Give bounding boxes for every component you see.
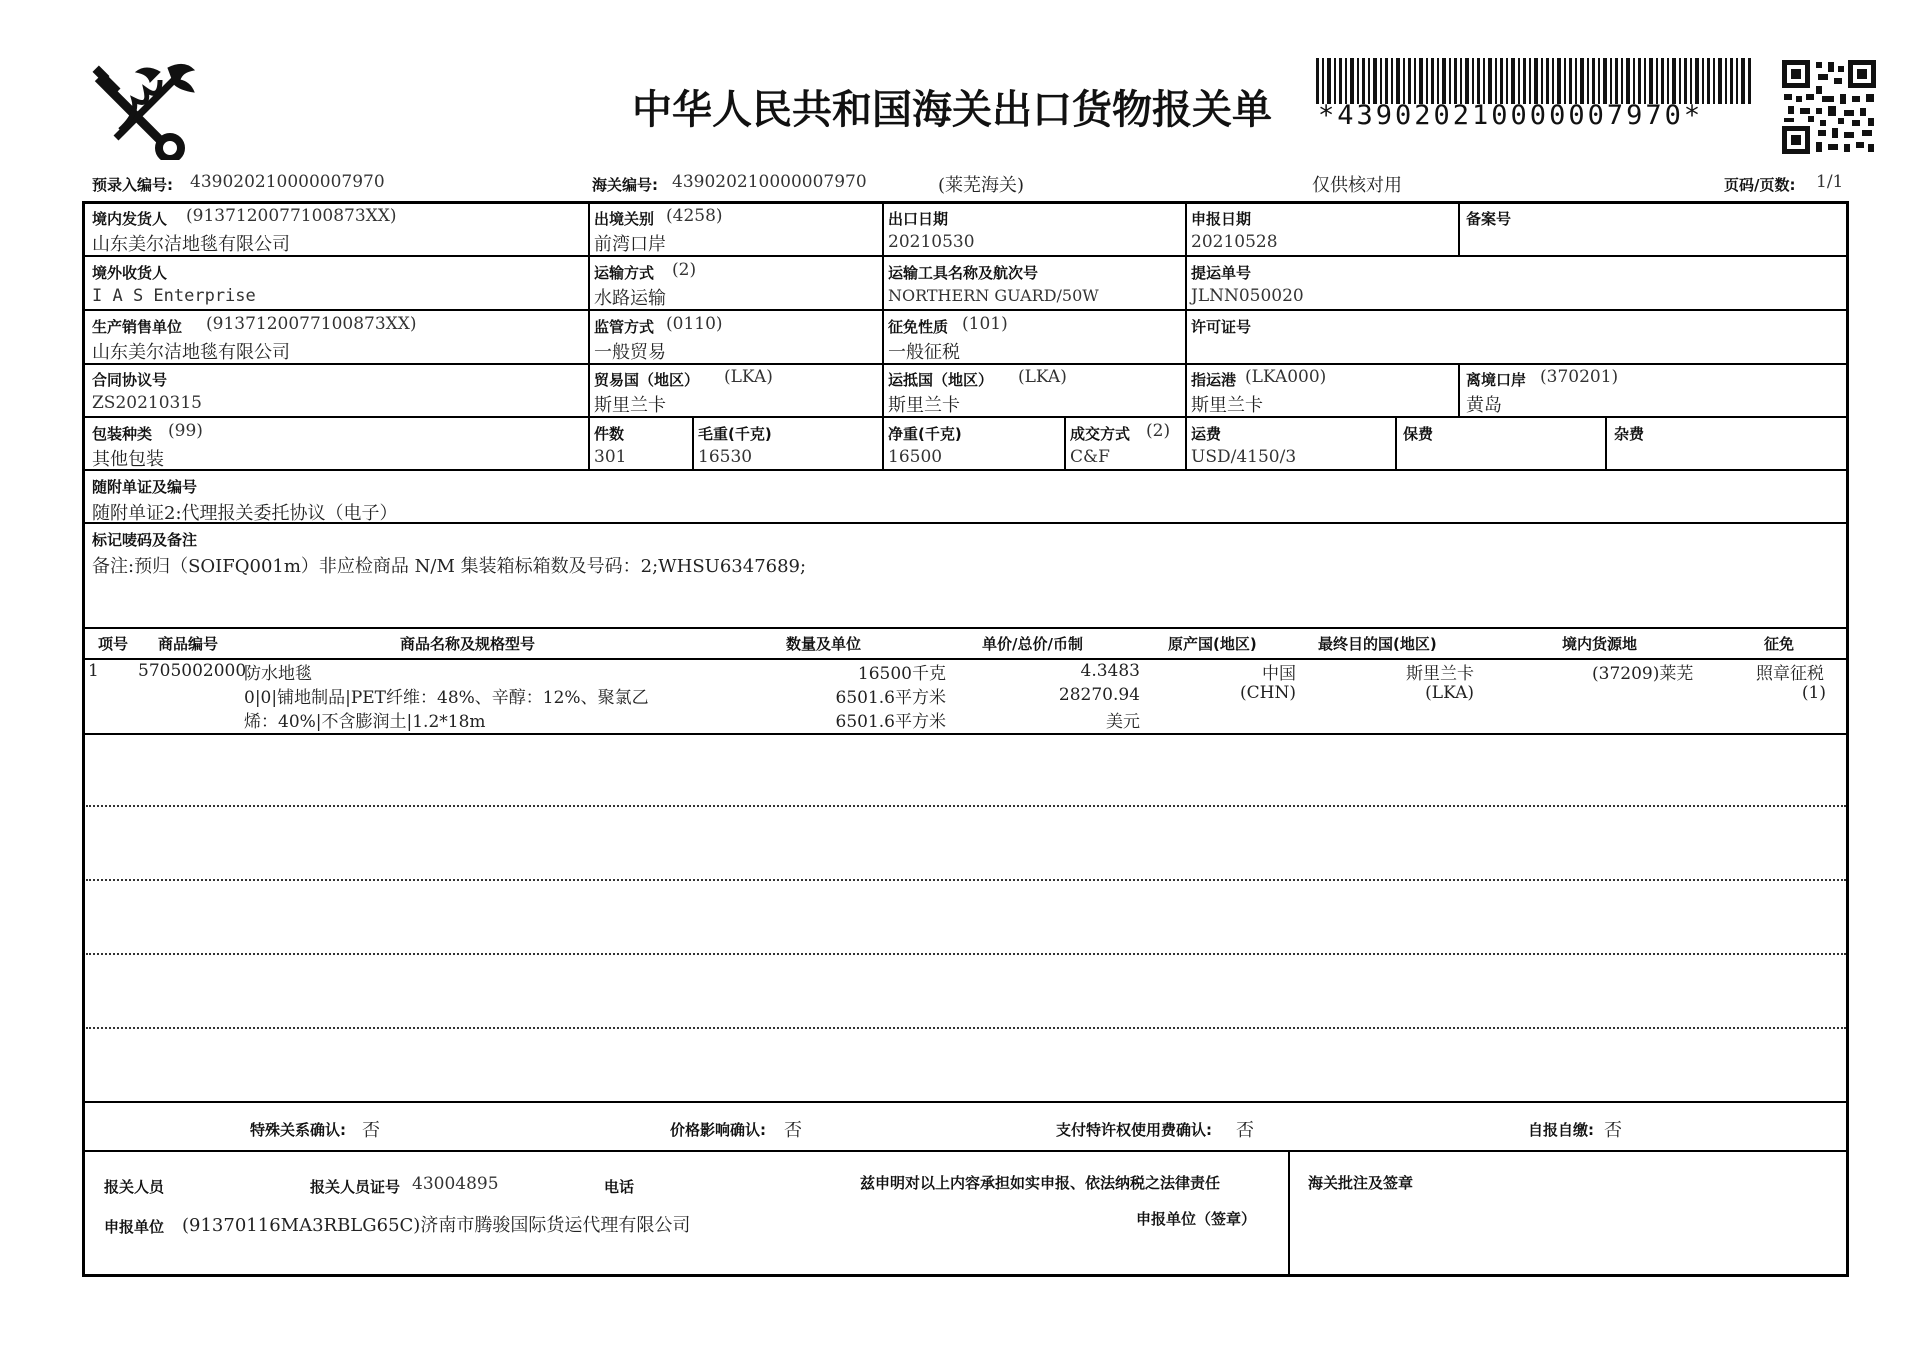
goods-header-levy: 征免 [1764,635,1795,653]
declaration-statement: 兹申明对以上内容承担如实申报、依法纳税之法律责任 [860,1174,1221,1192]
goods-origin-code: (CHN) [1240,683,1296,703]
package-label: 包装种类 [92,425,153,443]
exit-port-code: (370201) [1540,367,1619,387]
declare-date-label: 申报日期 [1191,210,1252,228]
customs-no-value: 439020210000007970 [672,172,867,192]
self-pay-label: 自报自缴: [1528,1121,1594,1139]
royalty-value: 否 [1236,1120,1254,1141]
trade-country-label: 贸易国（地区） [594,371,700,389]
arrival-country-label: 运抵国（地区） [888,371,994,389]
record-no-label: 备案号 [1466,210,1512,228]
declaring-unit-value: (91370116MA3RBLG65C)济南市腾骏国际货运代理有限公司 [182,1215,691,1236]
exit-customs-label: 出境关别 [594,210,655,228]
goods-levy-code: (1) [1801,683,1826,703]
goods-source: (37209)莱芜 [1592,664,1694,684]
levy-nature-label: 征免性质 [888,318,949,336]
transport-mode-code: (2) [672,260,697,280]
barcode-graphic [1316,58,1756,104]
consignee-value: I A S Enterprise [92,286,256,306]
barcode-text: *439020210000007970* [1318,100,1704,131]
package-code: (99) [168,421,203,441]
self-pay-value: 否 [1604,1120,1622,1141]
contract-label: 合同协议号 [92,371,168,389]
arrival-country-code: (LKA) [1018,367,1067,387]
supervision-code: (0110) [666,314,723,334]
phone-label: 电话 [604,1178,635,1196]
goods-header-name: 商品名称及规格型号 [400,635,536,653]
package-value: 其他包装 [92,449,164,470]
goods-header-qty: 数量及单位 [786,635,862,653]
goods-header-price: 单价/总价/币制 [982,635,1083,653]
producer-label: 生产销售单位 [92,318,183,336]
consignor-label: 境内发货人 [92,210,168,228]
price-impact-value: 否 [784,1120,802,1141]
page-value: 1/1 [1816,172,1844,192]
preentry-no-label: 预录入编号: [92,176,173,194]
misc-fee-label: 杂费 [1614,425,1645,443]
customs-office: (莱芜海关) [938,175,1025,196]
consignor-code: (9137120077100873XX) [186,206,397,226]
transport-mode-value: 水路运输 [594,288,666,309]
net-weight-label: 净重(千克) [888,425,962,443]
goods-header-destination: 最终目的国(地区) [1318,635,1437,653]
declare-date-value: 20210528 [1191,232,1278,252]
goods-header-item: 项号 [98,635,129,653]
dest-port-value: 斯里兰卡 [1191,395,1263,416]
levy-nature-value: 一般征税 [888,342,960,363]
goods-unit-price: 4.3483 [1080,661,1140,681]
deal-mode-code: (2) [1146,421,1171,441]
transport-mode-label: 运输方式 [594,264,655,282]
vessel-value: NORTHERN GUARD/50W [888,286,1099,305]
deal-mode-value: C&F [1070,447,1110,467]
supervision-label: 监管方式 [594,318,655,336]
producer-name: 山东美尔洁地毯有限公司 [92,342,290,363]
producer-code: (9137120077100873XX) [206,314,417,334]
docs-label: 随附单证及编号 [92,478,198,496]
exit-port-label: 离境口岸 [1466,371,1527,389]
freight-value: USD/4150/3 [1191,447,1297,467]
customs-no-label: 海关编号: [592,176,658,194]
dest-port-label: 指运港 [1191,371,1237,389]
export-date-value: 20210530 [888,232,975,252]
goods-qty-1: 16500千克 [857,664,946,684]
marks-value: 备注:预归（SOIFQ001m）非应检商品 N/M 集装箱标箱数及号码：2;WHSU6347689; [92,556,807,577]
goods-destination-code: (LKA) [1425,683,1474,703]
goods-header-origin: 原产国(地区) [1168,635,1257,653]
page-label: 页码/页数: [1724,176,1796,194]
exit-port-value: 黄岛 [1466,395,1502,416]
consignor-name: 山东美尔洁地毯有限公司 [92,234,290,255]
goods-destination: 斯里兰卡 [1406,664,1474,684]
gross-weight-value: 16530 [698,447,753,467]
declarant-cert-label: 报关人员证号 [310,1178,401,1196]
declarant-cert-value: 43004895 [412,1174,499,1194]
preentry-no-value: 439020210000007970 [190,172,385,192]
levy-nature-code: (101) [962,314,1008,334]
qr-code-graphic [1782,60,1876,154]
declarant-label: 报关人员 [104,1178,165,1196]
supervision-value: 一般贸易 [594,342,666,363]
goods-header-source: 境内货源地 [1562,635,1638,653]
dest-port-code: (LKA000) [1245,367,1327,387]
trade-country-code: (LKA) [724,367,773,387]
goods-hs-code: 5705002000 [138,661,247,681]
declaring-unit-label: 申报单位 [104,1218,165,1236]
notice-text: 仅供核对用 [1312,175,1402,196]
goods-name: 防水地毯 [244,664,312,684]
goods-qty-2: 6501.6平方米 [835,688,946,708]
royalty-label: 支付特许权使用费确认: [1056,1121,1212,1139]
gross-weight-label: 毛重(千克) [698,425,772,443]
freight-label: 运费 [1191,425,1222,443]
price-impact-label: 价格影响确认: [670,1121,766,1139]
exit-customs-code: (4258) [666,206,723,226]
vessel-label: 运输工具名称及航次号 [888,264,1039,282]
special-relation-value: 否 [362,1120,380,1141]
net-weight-value: 16500 [888,447,943,467]
goods-header-hs: 商品编号 [158,635,219,653]
docs-value: 随附单证2:代理报关委托协议（电子） [92,503,398,524]
goods-qty-3: 6501.6平方米 [835,712,946,732]
goods-levy: 照章征税 [1756,664,1824,684]
goods-spec-line1: 0|0|铺地制品|PET纤维：48%、辛醇：12%、聚氯乙 [244,688,649,708]
bl-label: 提运单号 [1191,264,1252,282]
export-date-label: 出口日期 [888,210,949,228]
special-relation-label: 特殊关系确认: [250,1121,346,1139]
contract-value: ZS20210315 [92,393,202,413]
exit-customs-value: 前湾口岸 [594,234,666,255]
pieces-value: 301 [594,447,627,467]
document-title: 中华人民共和国海关出口货物报关单 [632,87,1272,133]
consignee-label: 境外收货人 [92,264,168,282]
goods-currency: 美元 [1106,712,1140,732]
pieces-label: 件数 [594,425,625,443]
arrival-country-value: 斯里兰卡 [888,395,960,416]
customs-sign-label: 海关批注及签章 [1308,1174,1414,1192]
marks-label: 标记唛码及备注 [92,531,198,549]
bl-value: JLNN050020 [1191,286,1304,306]
insurance-label: 保费 [1403,425,1434,443]
goods-spec-line2: 烯：40%|不含膨润土|1.2*18m [244,712,486,732]
goods-item-no: 1 [88,661,99,681]
license-label: 许可证号 [1191,318,1252,336]
trade-country-value: 斯里兰卡 [594,395,666,416]
declaring-unit-seal-label: 申报单位（签章） [1136,1210,1257,1228]
deal-mode-label: 成交方式 [1070,425,1131,443]
goods-origin: 中国 [1262,664,1296,684]
customs-emblem-logo [90,60,200,160]
goods-total-price: 28270.94 [1058,685,1140,705]
